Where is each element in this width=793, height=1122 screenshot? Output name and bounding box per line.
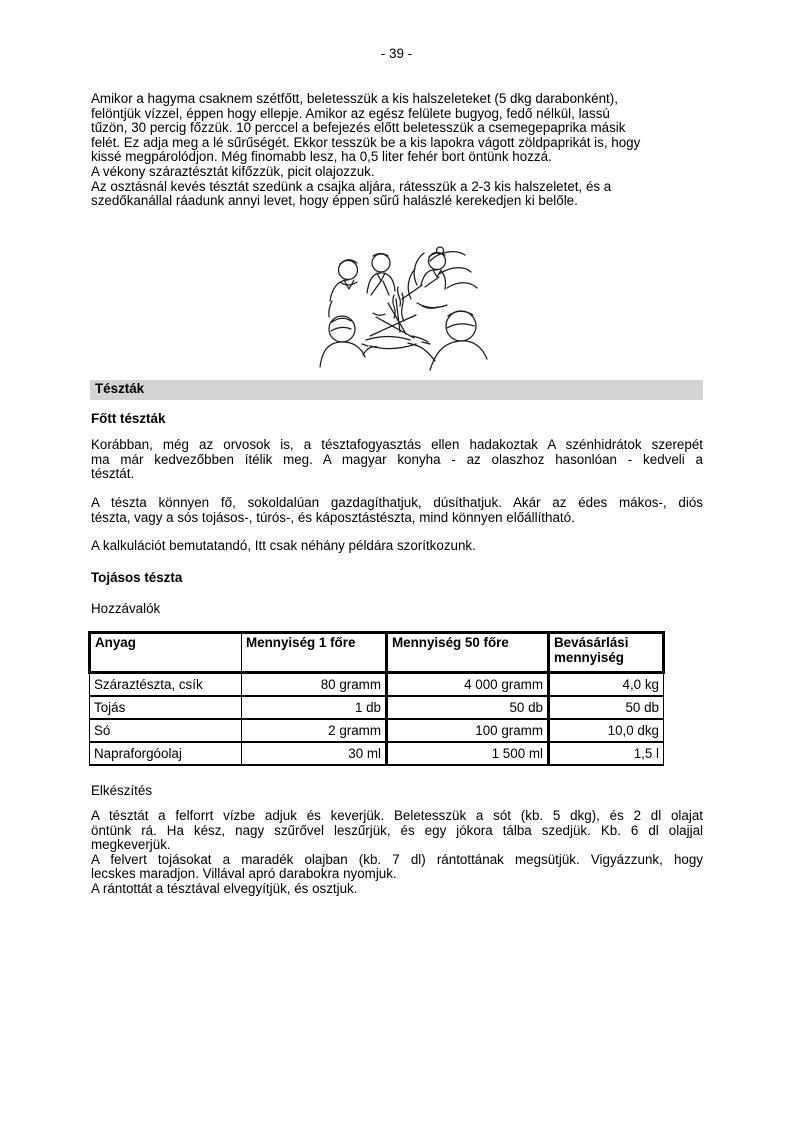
table-row bbox=[90, 719, 664, 742]
ingredients-label: Hozzávalók bbox=[91, 601, 161, 616]
text-line: tészta, vagy a sós tojásos-, túrós-, és káposztástészta, mind könnyen előállítható. bbox=[91, 509, 575, 525]
text-line: öntünk rá. Ha kész, nagy szűrővel leszűrjük, és egy jókora tálba szedjük. Kb. 6 dl olajjal bbox=[91, 822, 703, 838]
campfire-illustration-svg bbox=[318, 243, 490, 371]
ingredients-table-grid bbox=[88, 631, 665, 766]
table-cell: 50 db bbox=[549, 696, 664, 719]
table-cell: 30 ml bbox=[242, 742, 387, 765]
text-line: A tészta könnyen fő, sokoldalúan gazdagíthatjuk, dúsíthatjuk. Akár az édes mákos-, diós bbox=[91, 495, 703, 510]
table-row bbox=[90, 673, 664, 696]
table-cell: Száraztészta, csík bbox=[90, 673, 242, 696]
campfire-illustration bbox=[318, 243, 490, 371]
text-line: kissé megpárolódjon. Még finomabb lesz, ha 0,5 liter fehér bort öntünk hozzá. bbox=[91, 149, 552, 165]
text-line: Korábban, még az orvosok is, a tésztafogyasztás ellen hadakoztak A szénhidrátok szerepét bbox=[91, 437, 703, 452]
text-line: megkeverjük. bbox=[91, 837, 171, 853]
table-cell: Só bbox=[90, 719, 242, 742]
table-cell: 4 000 gramm bbox=[387, 673, 549, 696]
table-cell: 50 db bbox=[387, 696, 549, 719]
text-line: felét. Ez adja meg a lé sűrűségét. Ekkor tesszük be a kis lapokra vágott zöldpaprikát is, hogy bbox=[91, 134, 641, 150]
text-line: A vékony száraztésztát kifőzzük, picit olajozzuk. bbox=[91, 163, 375, 179]
paragraph-kalkulacio bbox=[91, 539, 703, 554]
text-line: A felvert tojásokat a maradék olajban (kb. 7 dl) rántottának megsütjük. Vigyázzunk, hogy bbox=[91, 851, 703, 867]
ingredients-table bbox=[88, 631, 665, 766]
text-line: felöntjük vízzel, éppen hogy ellepje. Amikor az egész felülete bugyog, fedő nélkül, lassú bbox=[91, 105, 610, 121]
table-row bbox=[90, 696, 664, 719]
table-header-cell: Mennyiség 1 főre bbox=[242, 633, 387, 673]
paragraph-korabban bbox=[91, 438, 703, 482]
recipe-heading: Tojásos tészta bbox=[91, 570, 183, 585]
page-number: - 39 - bbox=[380, 46, 413, 61]
text-line: A tésztát a felforrt vízbe adjuk és keverjük. Beletesszük a sót (kb. 5 dkg), és 2 dl olajat bbox=[91, 808, 703, 823]
text-line: Amikor a hagyma csaknem szétfőtt, beletesszük a kis halszeleteket (5 dkg darabonként), bbox=[91, 91, 618, 106]
paragraph-teszta bbox=[91, 496, 703, 525]
table-cell: 80 gramm bbox=[242, 673, 387, 696]
table-cell: 1,5 l bbox=[549, 742, 664, 765]
table-row bbox=[90, 742, 664, 765]
table-header-cell: Anyag bbox=[90, 633, 242, 673]
text-line: ma már kedvezőbben ítélik meg. A magyar konyha - az olaszhoz hasonlóan - kedveli a bbox=[91, 451, 703, 467]
text-line: lecskes maradjon. Villával apró darabokra nyomjuk. bbox=[91, 866, 397, 882]
text-line: A kalkulációt bemutatandó, Itt csak néhány példára szorítkozunk. bbox=[91, 538, 476, 553]
preparation-paragraphs bbox=[91, 809, 703, 897]
table-cell: 2 gramm bbox=[242, 719, 387, 742]
table-cell: Napraforgóolaj bbox=[90, 742, 242, 765]
text-line: A rántottát a tésztával elvegyítjük, és osztjuk. bbox=[91, 880, 358, 896]
section-title: Tészták bbox=[95, 381, 145, 396]
section-bar bbox=[90, 380, 703, 400]
text-line: szedőkanállal ráadunk annyi levet, hogy éppen sűrű halászlé kerekedjen ki belőle. bbox=[91, 193, 578, 209]
preparation-label: Elkészítés bbox=[91, 783, 153, 798]
text-line: tésztát. bbox=[91, 466, 135, 482]
table-header-cell: Mennyiség 50 főre bbox=[387, 633, 549, 673]
intro-paragraphs bbox=[91, 92, 703, 209]
text-line: Az osztásnál kevés tésztát szedünk a csajka aljára, rátesszük a 2-3 kis halszeletet, és a bbox=[91, 178, 612, 194]
table-header-cell: Bevásárlási mennyiség bbox=[549, 633, 664, 673]
table-cell: 4,0 kg bbox=[549, 673, 664, 696]
table-cell: 10,0 dkg bbox=[549, 719, 664, 742]
table-header-row bbox=[90, 633, 664, 673]
table-cell: 100 gramm bbox=[387, 719, 549, 742]
text-line: tűzön, 30 percig főzzük. 10 perccel a befejezés előtt beletesszük a csemegepaprika másik bbox=[91, 120, 626, 136]
table-cell: Tojás bbox=[90, 696, 242, 719]
subsection-heading: Főtt tészták bbox=[91, 411, 166, 426]
table-cell: 1 db bbox=[242, 696, 387, 719]
table-cell: 1 500 ml bbox=[387, 742, 549, 765]
